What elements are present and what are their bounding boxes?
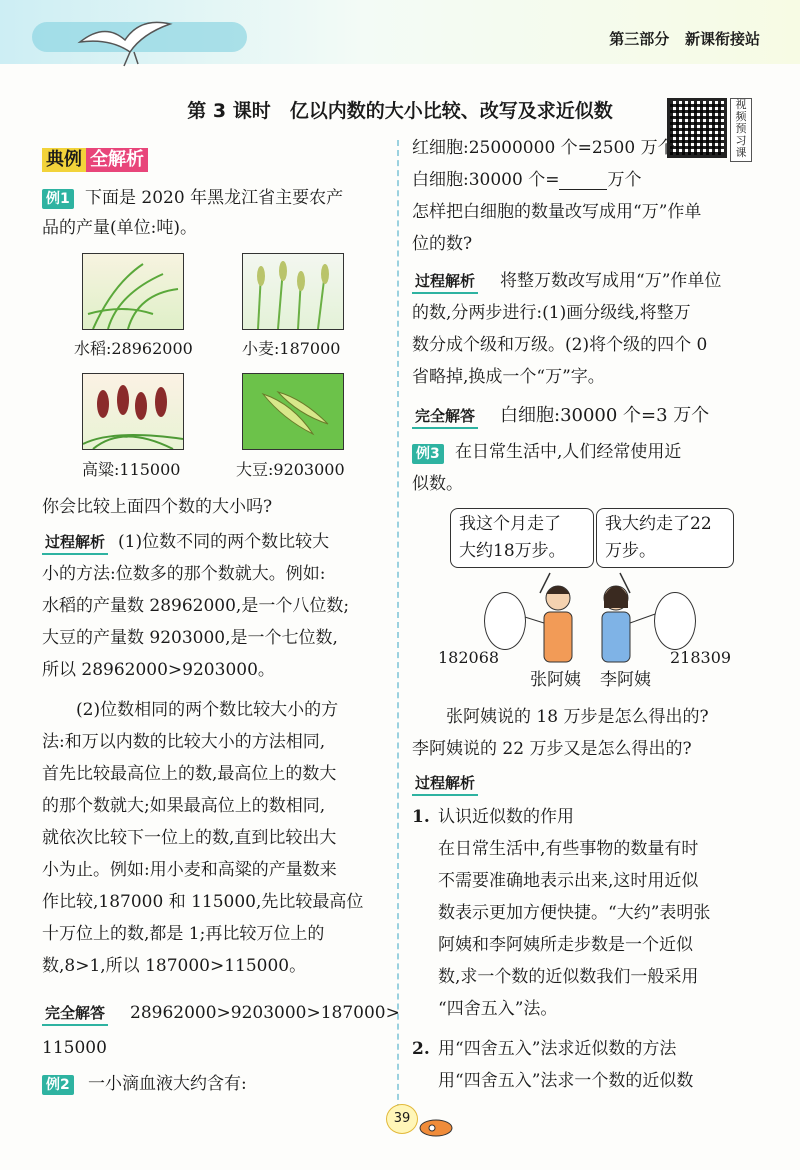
- ex2-text: 一小滴血液大约含有:: [88, 1074, 247, 1094]
- ex3-d1: 用“四舍五入”法求一个数的近似数: [438, 1071, 694, 1091]
- page-number: 39: [386, 1104, 418, 1134]
- badge-part-a: 典例: [42, 148, 86, 172]
- lesson-title: 第 3 课时 亿以内数的大小比较、改写及求近似数: [187, 100, 613, 122]
- ex1-b1: (2)位数相同的两个数比较大小的方: [76, 700, 339, 720]
- ex1-a1: (1)位数不同的两个数比较大: [118, 532, 330, 552]
- ex1-a5: 所以 28962000>9203000。: [42, 660, 275, 680]
- ex1-answer-tag: 完全解答: [42, 1002, 108, 1026]
- ex1-a4: 大豆的产量数 9203000,是一个七位数,: [42, 628, 338, 648]
- seagull-icon: [70, 12, 190, 72]
- steps-zhang: 182068: [438, 648, 500, 667]
- ex1-answer-line2: 115000: [42, 1038, 107, 1058]
- ex1-text2: 品的产量(单位:吨)。: [42, 218, 197, 238]
- ex2-red-cells: 红细胞:25000000 个=2500 万个: [412, 138, 675, 158]
- ex3-q2: 李阿姨说的 22 万步又是怎么得出的?: [412, 739, 692, 759]
- qr-code[interactable]: [667, 98, 727, 158]
- phone-icon: [654, 592, 696, 650]
- ex1-b9: 数,8>1,所以 187000>115000。: [42, 956, 307, 976]
- header-part: 第三部分: [609, 30, 670, 48]
- ex1-b6: 小为止。例如:用小麦和高粱的产量数来: [42, 860, 337, 880]
- ex1-b7: 作比较,187000 和 115000,先比较最高位: [42, 892, 364, 912]
- section-badge: [42, 148, 148, 172]
- header-section: [609, 28, 760, 49]
- example1-label: 例1: [42, 188, 74, 209]
- speech-bubble-li: 我大约走了22 万步。: [596, 508, 734, 568]
- column-divider: [397, 140, 399, 1120]
- ex2-analysis-tag: 过程解析: [412, 270, 478, 294]
- ex2-answer: 白细胞:30000 个=3 万个: [500, 405, 710, 426]
- ex3-c3: 数表示更加方便快捷。“大约”表明张: [438, 903, 711, 923]
- name-zhang: 张阿姨: [530, 670, 581, 690]
- ex2-p4: 省略掉,换成一个“万”字。: [412, 367, 605, 387]
- example2-label: 例2: [42, 1074, 74, 1095]
- submarine-icon: [418, 1112, 454, 1138]
- badge-part-b: 全解析: [86, 148, 148, 172]
- ex2-white-cells: 白细胞:30000 个= 万个: [412, 170, 642, 190]
- rice-caption: 水稻:28962000: [74, 339, 193, 358]
- header-section-name: 新课衔接站: [684, 30, 760, 48]
- ex1-b5: 就依次比较下一位上的数,直到比较出大: [42, 828, 337, 848]
- ex1-b2: 法:和万以内数的比较大小的方法相同,: [42, 732, 326, 752]
- ex1-a2: 小的方法:位数多的那个数就大。例如:: [42, 564, 326, 584]
- sorghum-caption: 高粱:115000: [82, 460, 181, 479]
- wheat-caption: 小麦:187000: [242, 339, 341, 358]
- sorghum-picture: [82, 373, 184, 450]
- ex1-b4: 的那个数就大;如果最高位上的数相同,: [42, 796, 326, 816]
- ex1-analysis-tag: 过程解析: [42, 531, 108, 555]
- speech-bubble-zhang: 我这个月走了 大约18万步。: [450, 508, 594, 568]
- ex1-a3: 水稻的产量数 28962000,是一个八位数;: [42, 596, 350, 616]
- ex1-text1: 下面是 2020 年黑龙江省主要农产: [85, 188, 344, 208]
- example3-label: 例3: [412, 443, 444, 464]
- ex3-c2: 不需要准确地表示出来,这时用近似: [438, 871, 699, 891]
- ex3-c6: “四舍五入”法。: [438, 999, 558, 1019]
- ex3-h1-num: 1.: [412, 807, 430, 827]
- ex1-answer-line1: 28962000>9203000>187000>: [130, 1003, 400, 1023]
- ex3-c1: 在日常生活中,有些事物的数量有时: [438, 839, 699, 859]
- ex1-b8: 十万位上的数,都是 1;再比较万位上的: [42, 924, 325, 944]
- ex2-p2: 的数,分两步进行:(1)画分级线,将整万: [412, 303, 691, 323]
- ex2-answer-tag: 完全解答: [412, 405, 478, 429]
- ex3-t2: 似数。: [412, 474, 463, 494]
- ex3-analysis-tag: 过程解析: [412, 772, 478, 796]
- ex2-q1: 怎样把白细胞的数量改写成用“万”作单: [412, 202, 702, 222]
- ex1-question: 你会比较上面四个数的大小吗?: [42, 497, 273, 517]
- ex3-t1: 在日常生活中,人们经常使用近: [455, 442, 682, 462]
- steps-li: 218309: [670, 648, 732, 667]
- ex1-b3: 首先比较最高位上的数,最高位上的数大: [42, 764, 337, 784]
- ex2-q2: 位的数?: [412, 234, 473, 254]
- ex2-p1: 将整万数改写成用“万”作单位: [500, 271, 722, 291]
- rice-picture: [82, 253, 184, 330]
- ex3-h1: 认识近似数的作用: [438, 807, 574, 827]
- ex2-p3: 数分成个级和万级。(2)将个级的四个 0: [412, 335, 708, 355]
- ex3-c5: 数,求一个数的近似数我们一般采用: [438, 967, 699, 987]
- name-li: 李阿姨: [600, 670, 651, 690]
- ex3-h2-num: 2.: [412, 1039, 430, 1059]
- ex3-c4: 阿姨和李阿姨所走步数是一个近似: [438, 935, 693, 955]
- phone-icon: [484, 592, 526, 650]
- wheat-picture: [242, 253, 344, 330]
- qr-label: 视频预习课: [730, 98, 752, 162]
- soybean-caption: 大豆:9203000: [236, 460, 345, 479]
- ex3-h2: 用“四舍五入”法求近似数的方法: [438, 1039, 677, 1059]
- ex3-q1: 张阿姨说的 18 万步是怎么得出的?: [446, 707, 709, 727]
- soybean-picture: [242, 373, 344, 450]
